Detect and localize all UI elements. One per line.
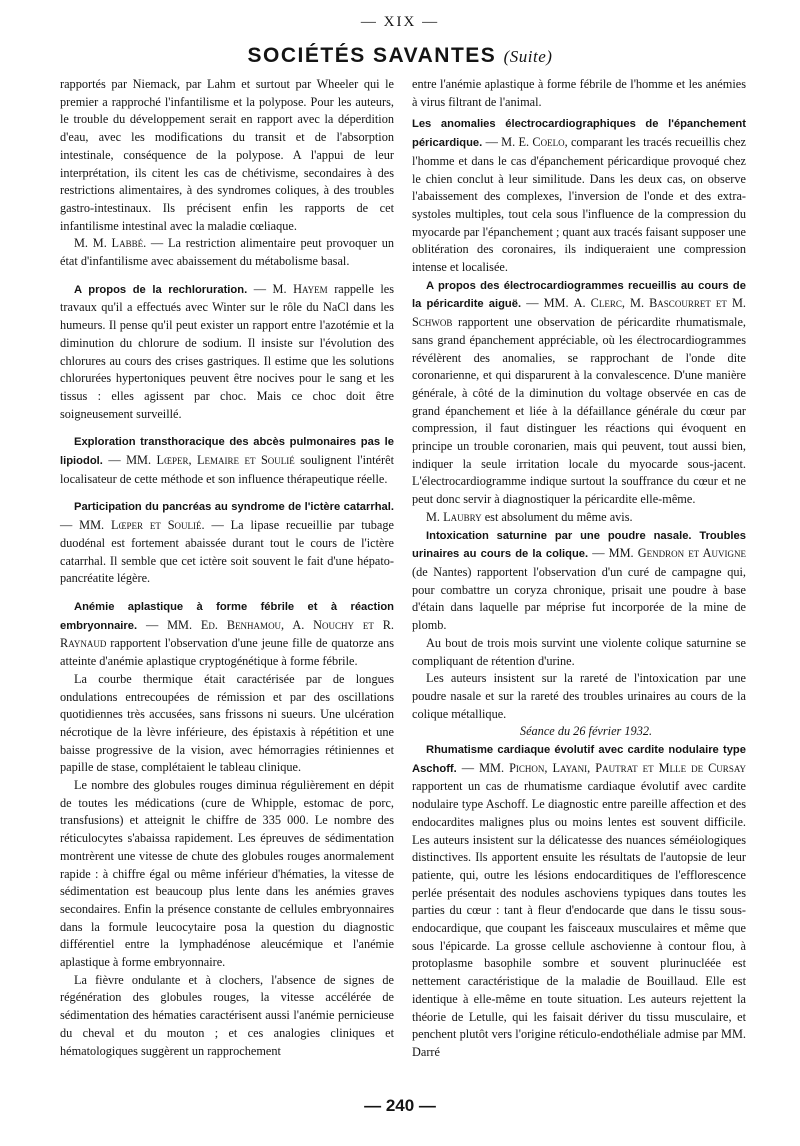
author-names: Lœper, Lemaire et Soulié — [156, 453, 295, 468]
section-title: Intoxication saturnine par une poudre nasale. Troubles urinaires au cours de la colique. — [412, 529, 746, 561]
author-names: A. Clerc, M. Bascourret et M. Schwob — [412, 296, 746, 330]
paragraph: Le nombre des globules rouges diminua régulièrement en dépit de toutes les médications (cure de Whipple, estomac de porc, transfusions) et atteignit le chiffre de 335 000. Le nombre des réticulocytes s'abaissa rapidement. Les épreuves de sédimentation montrèrent une vitesse de chute des globules rouges anormalement rapide : à chiffre égal ou même inférieur d'hématies, la vitesse de sédimentation est beaucoup plus lente dans les anémies graves secondaires. Enfin la présence constante de cellules embryonnaires dans la formule leucocytaire posa la question du diagnostic différentiel entre la lymphadénose aleucémique et l'anémie aplastique à forme embryonnaire. — [60, 778, 394, 970]
title-suffix: (Suite) — [503, 47, 553, 66]
paragraph: Les auteurs insistent sur la rareté de l'intoxication par une poudre nasale et sur la rareté des troubles urinaires au cours de la colique métallique. — [412, 671, 746, 721]
author-names: Lœper et Soulié. — [110, 518, 205, 533]
title-text: SOCIÉTÉS SAVANTES — [247, 44, 497, 67]
section-title: Rhumatisme cardiaque évolutif avec cardite nodulaire type Aschoff. — [412, 744, 746, 775]
page-number: — 240 — — [364, 1096, 436, 1115]
paragraph: M. Laubry est absolument du même avis. — [426, 509, 633, 524]
section-rhumatisme-cardiaque: Rhumatisme cardiaque évolutif avec cardite nodulaire type Aschoff. — MM. Pichon, Layani, Pautrat et Mlle de Cursay rapportent un cas de rhumatisme cardiaque évolutif avec cardite nodulaire type Aschoff. Le diagnostic entre pareille affection et des endocardites malignes plus ou moins lentes est souvent difficile. Les auteurs insistent sur la délicatesse des nuances séméiologiques distinctives. Ils apportent ensuite les résultats de l'autopsie de leur patiente, qui, outre les lésions endocarditiques de l'efflorescence perlée présentait des nodules aschoviens typiques dans toutes les parties du cœur : tant à fleur d'endocarde que dans le tissu sous-endocardique, que coupant les faisceaux musculaires et même que sous l'épicarde. La grosse cellule aschovienne à contour flou, à protoplasme basophile sombre et souvent plurinucléée est nettement caractéristique de la maladie de Bouillaud. Elle est identique à elle-même en toute situation. Les auteurs rejettent la théorie de Letulle, qui les faisait dériver du tissu musculaire, et penchent plutôt vers l'origine réticulo-endothéliale admise par MM. Darré — [412, 744, 746, 1059]
section-intoxication-saturnine: Intoxication saturnine par une poudre nasale. Troubles urinaires au cours de la colique. — MM. Gendron et Auvigne (de Nantes) rapportent l'observation d'un curé de campagne qui, pour combattre un coryza chronique, prisait une poudre à base d'étain dans laquelle par méprise fut incorporée de la mine de plomb. — [412, 529, 746, 633]
paragraph: Au bout de trois mois survint une violente colique saturnine se compliquant de rétention d'urine. — [412, 635, 746, 668]
section-abces-pulmonaires: Exploration transthoracique des abcès pulmonaires pas le lipiodol. — MM. Lœper, Lemaire et Soulié soulignent l'intérêt localisateur de cette méthode et son influence thérapeutique réelle. — [60, 436, 394, 486]
paragraph: La fièvre ondulante et à clochers, l'absence de signes de régénération des globules rouges, la vitesse accélérée de sédimentation des hématies caractérisent aussi l'anémie pernicieuse du cheval et du mouton ; et ces analogies cliniques et hématologiques suggèrent un rapprochement — [60, 972, 394, 1058]
paragraph: La courbe thermique était caractérisée par de longues ondulations entrecoupées de rémission et par des oscillations quotidiennes très accusées, sans frissons ni sueurs. Une ulcération nécrotique de la lèvre inférieure, des épistaxis à répétition et une baisse progressive de la vision, avec hémorragies rétiniennes et papille de stase, complétaient le tableau clinique. — [60, 671, 394, 775]
section-anemie-aplastique: Anémie aplastique à forme fébrile et à réaction embryonnaire. — MM. Ed. Benhamou, A. Nouchy et R. Raynaud rapportent l'observation d'une jeune fille de quatorze ans atteinte d'anémie aplastique cryptogénétique à forme fébrile. — [60, 600, 394, 669]
left-column — [60, 76, 394, 1060]
author-names: E. Coelo — [518, 135, 565, 150]
section-title: Les anomalies électrocardiographiques de l'épanchement péricardique. — [412, 118, 746, 150]
section-title: Anémie aplastique à forme fébrile et à réaction embryonnaire. — [60, 600, 394, 632]
paragraph: M. M. Labbé. — La restriction alimentaire peut provoquer un état d'infantilisme avec abaissement du métabolisme basal. — [60, 236, 394, 269]
paragraph: entre l'anémie aplastique à forme fébrile de l'homme et les anémies à virus filtrant de l'animal. — [412, 77, 746, 109]
paragraph: rapportés par Niemack, par Lahm et surtout par Wheeler qui le premier a rapproché l'infantilisme et la polypose. Pour les auteurs, le trouble du développement serait en rapport avec la déperdition d'eau, avec les modifications du transit et de l'absorption intestinale, conséquence de la polypose. A l'appui de leur interprétation, ils citent les cas de chétivisme, secondaires à des restrictions alimentaires, à des syndromes coliques, à des troubles gastro-intestinaux. Ils précisent enfin les rapports de cet infantilisme intestinal avec la maladie cœliaque. — [60, 77, 394, 233]
section-pericardite-aigue: A propos des électrocardiogrammes recueillis au cours de la péricardite aiguë. — MM. A. Clerc, M. Bascourret et M. Schwob rapportent une observation de péricardite rhumatismale, sans grand épanchement appréciable, où les électrocardiogrammes révélèrent des anomalies, se rapprochant de l'onde dite coronarienne, et qui disparurent à la convalescence. D'une manière générale, à côté de la diminution du voltage observée en cas de grand épanchement et liée à la défaillance générale du cœur par compression, il faut distinguer les réactions qui évoquent en principe un trouble coronarien, mais qui peuvent, tout aussi bien, indiquer la seule irritation locale du myocarde sous-jacent. L'électrocardiogramme indique surtout la souffrance du cœur et ne peut donc servir à diagnostiquer la péricardite elle-même. — [412, 279, 746, 507]
author-names: Laubry — [443, 509, 482, 524]
section-rechloruration: A propos de la rechloruration. — M. Hayem rappelle les travaux qu'il a effectués avec Winter sur le rôle du NaCl dans les humeurs. Il pense qu'il peut exister un rapport entre l'azotémie et la diminution du chlorure de sodium. Il insiste sur l'évolution des chlorures au cours des crises gastriques. Il estime que les solutions chlorurées hypertoniques peuvent être nocives pour le sang et les tissus : elles agissent par choc. Mais ce choc doit être soigneusement surveillé. — [60, 281, 394, 421]
section-title: Exploration transthoracique des abcès pulmonaires pas le lipiodol. — [60, 436, 394, 468]
roman-page-number: — XIX — — [360, 14, 440, 30]
section-anomalies-ecg: Les anomalies électrocardiographiques de l'épanchement péricardique. — M. E. Coelo, comparant les tracés recueillis chez l'homme et dans le cas d'épanchement péricardique provoqué chez le chien conclut à leur similitude. Dans les deux cas, on observe l'abaissement des complexes, l'inversion de l'onde et des extra-systoles multiples, tout cela sous l'influence de la compression du myocarde par l'épanchement ; quant aux tracés faisant supposer une oblitération des coronaires, ils indiqueraient une compression intense et localisée. — [412, 118, 747, 275]
section-title: A propos de la rechloruration. — [74, 283, 248, 296]
section-title: Participation du pancréas au syndrome de l'ictère catarrhal. — [74, 501, 394, 514]
author-names: M. M. Labbé. — [74, 236, 147, 251]
section-pancreas-ictere: Participation du pancréas au syndrome de l'ictère catarrhal. — MM. Lœper et Soulié. — La lipase recueillie par tubage duodénal est fortement abaissée durant tout le cours de l'ictère catarrhal. Il semble que cet ictère soit souvent le fait d'une hépato-pancréatite légère. — [60, 501, 394, 586]
page-title — [0, 44, 800, 68]
author-names: Gendron et Auvigne — [637, 546, 746, 561]
section-title: A propos des électrocardiogrammes recueillis au cours de la péricardite aiguë. — [412, 279, 746, 311]
seance-date: Séance du 26 février 1932. — [519, 724, 653, 739]
author-names: Hayem — [293, 281, 328, 296]
author-names: Pichon, Layani, Pautrat et Mlle de Cursay — [509, 760, 746, 775]
right-column — [412, 76, 746, 1062]
author-names: Ed. Benhamou, A. Nouchy et R. Raynaud — [60, 617, 394, 651]
